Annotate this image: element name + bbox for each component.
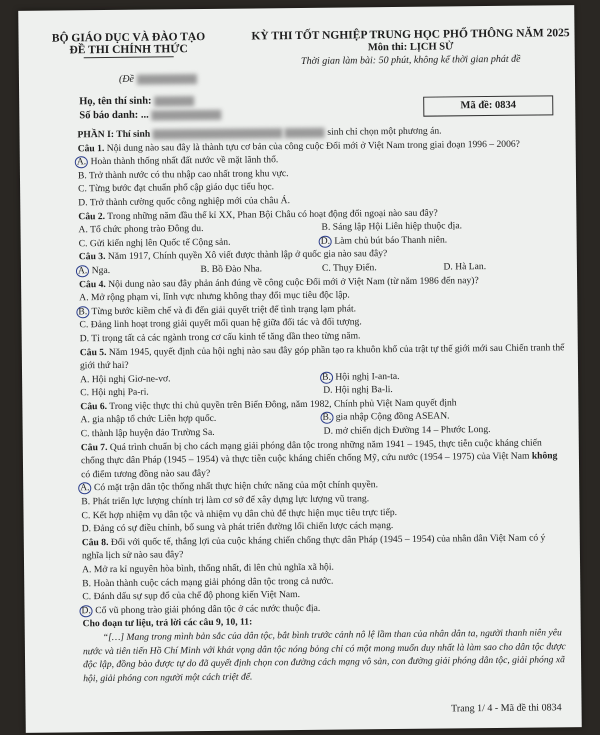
options-2-row1: A. Tổ chức phong trào Đông du. B. Sáng lập Hội Liên hiệp thuộc địa. xyxy=(78,220,463,236)
questions-content xyxy=(77,123,569,685)
question-6: Câu 6. Trong việc thực thi chủ quyền trên Biển Đông, năm 1982, Chính phủ Việt Nam quyết định xyxy=(80,397,457,413)
id-label: Số báo danh: ... xyxy=(79,109,149,122)
part1-heading: PHẦN I: Thí sinh sinh chỉ chọn một phương án. xyxy=(77,125,442,141)
answer-mark: B. xyxy=(76,306,89,318)
candidate-info xyxy=(79,94,221,123)
option-1a: A. Hoàn thành thống nhất đất nước về mặt lãnh thổ. xyxy=(76,154,279,168)
option-1c: C. Từng bước đạt chuẩn phổ cập giáo dục tiểu học. xyxy=(78,181,275,195)
options-6-row2: C. thành lập huyện đảo Trường Sa. D. mở chiến dịch Đường 14 – Phước Long. xyxy=(80,424,491,440)
redaction xyxy=(285,128,325,138)
passage-text: “[…] Mang trong mình bản sắc của dân tộc, bắt bình trước cảnh nô lệ lầm than của nhân dân ta, người thanh niên yêu nước và tiên tiến Hồ Chí Minh với khát vọng dân tộc nóng bỏng chỉ có một mong muốn duy nhất là làm sao cho dân tộc được độc lập, đồng bào được tự do đã quyết định chọn con đường cách mạng vô sản, con đường giải phóng dân tộc, giải phóng xã hội, giải phóng con người một cách triệt để. xyxy=(82,627,566,685)
answer-mark: A. xyxy=(76,265,89,277)
option-4d: D. Tỉ trọng tất cả các ngành trong cơ cấu kinh tế tăng dần theo từng năm. xyxy=(79,330,361,345)
answer-mark: D. xyxy=(319,235,332,247)
exam-code-line xyxy=(119,73,197,85)
question-1: Câu 1. Nội dung nào sau đây là thành tựu cơ bản của công cuộc Đổi mới ở Việt Nam trong giai đoạn 1996 – 2006? xyxy=(77,138,520,154)
passage-intro: Cho đoạn tư liệu, trả lời các câu 9, 10, 11: xyxy=(82,616,253,630)
option-4c: C. Đảng linh hoạt trong giải quyết mối quan hệ giữa đối tác và đối tượng. xyxy=(79,316,362,331)
option-7c: C. Kết hợp nhiệm vụ dân tộc và nhiệm vụ dân chủ để thực hiện mục tiêu trực tiếp. xyxy=(81,506,398,521)
exam-paper xyxy=(18,5,582,733)
redaction xyxy=(151,109,221,120)
time-limit: Thời gian làm bài: 50 phút, không kể thời gian phát đề xyxy=(300,53,521,67)
question-7: Câu 7. Quá trình chuẩn bị cho cách mạng giải phóng dân tộc trong những năm 1941 – 1945, thực tiễn cuộc kháng chiến chống thực dân Pháp (1945 – 1954) và thực tiễn cuộc kháng chiến chống Mỹ, cứu nước (1954 – 1975) của Việt Nam không có điểm tương đồng nào sau đây? xyxy=(80,437,558,481)
answer-mark: A. xyxy=(75,156,88,168)
exam-title: KỲ THI TỐT NGHIỆP TRUNG HỌC PHỔ THÔNG NĂM 2025 xyxy=(251,27,570,43)
option-1d: D. Trở thành cường quốc công nghiệp mới của châu Á. xyxy=(78,195,291,209)
header-left xyxy=(28,31,228,59)
answer-mark: B. xyxy=(320,371,333,383)
question-5: Câu 5. Năm 1945, quyết định của hội nghị nào sau đây góp phần tạo ra khuôn khổ của trật tự thế giới mới sau Chiến tranh thế giới thứ hai? xyxy=(79,341,565,372)
options-2-row2: C. Gửi kiến nghị lên Quốc tế Cộng sản. D. Làm chủ bút báo Thanh niên. xyxy=(78,234,448,250)
option-7b: B. Phát triển lực lượng chính trị làm cơ sở để xây dựng lực lượng vũ trang. xyxy=(81,493,370,508)
id-row xyxy=(79,108,221,123)
option-8b: B. Hoàn thành cuộc cách mạng giải phóng dân tộc trong cả nước. xyxy=(82,575,334,589)
question-8: Câu 8. Đối với quốc tế, thắng lợi của cuộc kháng chiến chống thực dân Pháp (1945 – 1954) của nhân dân Việt Nam có ý nghĩa lịch sử nào sau đây? xyxy=(81,532,546,562)
header-right xyxy=(250,27,570,67)
exam-code-box: Mã đề: 0834 xyxy=(423,95,553,116)
redaction xyxy=(154,96,194,106)
exam-code-prefix: (Đề xyxy=(118,73,135,85)
option-7d: D. Đảng có sự điều chỉnh, bổ sung và phát triển đường lối chiến lược cách mạng. xyxy=(81,520,394,535)
name-row xyxy=(79,94,221,109)
option-4b: B. Từng bước kiềm chế và đi đến giải quyết triệt để tình trạng lạm phát. xyxy=(78,303,357,318)
question-3: Câu 3. Năm 1917, Chính quyền Xô viết được thành lập ở quốc gia nào sau đây? xyxy=(78,248,388,263)
subject: Môn thi: LỊCH SỬ xyxy=(367,41,454,54)
options-6-row1: A. gia nhập tổ chức Liên hợp quốc. B. gia nhập Cộng đồng ASEAN. xyxy=(80,410,450,426)
answer-mark: A. xyxy=(78,483,91,495)
redaction xyxy=(136,74,196,85)
question-4: Câu 4. Nội dung nào sau đây phản ánh đúng về công cuộc Đổi mới ở Việt Nam (từ năm 1986 đến nay)? xyxy=(79,274,479,290)
options-3: A. Nga. B. Bồ Đào Nha. C. Thụy Điển. D. Hà Lan. xyxy=(77,260,487,277)
answer-mark: D. xyxy=(79,605,92,617)
redaction xyxy=(152,128,282,139)
name-label: Họ, tên thí sinh: xyxy=(79,95,152,108)
option-7a: A. Có mặt trận dân tộc thống nhất thực hiện chức năng của một chính quyền. xyxy=(80,479,379,494)
underline xyxy=(84,56,174,58)
question-2: Câu 2. Trong những năm đầu thế kỉ XX, Phan Bội Châu có hoạt động đối ngoại nào sau đây? xyxy=(78,207,438,222)
ministry-name: BỘ GIÁO DỤC VÀ ĐÀO TẠO xyxy=(51,30,206,45)
official-label: ĐỀ THI CHÍNH THỨC xyxy=(69,43,188,57)
option-8c: C. Đánh dấu sự sụp đổ của chế độ phong kiến Việt Nam. xyxy=(82,589,301,603)
option-8d: D. Cổ vũ phong trào giải phóng dân tộc ở các nước thuộc địa. xyxy=(81,602,321,617)
option-1b: B. Trở thành nước có thu nhập cao nhất trong khu vực. xyxy=(77,167,289,182)
options-5-row2: C. Hội nghị Pa-ri. D. Hội nghị Ba-li. xyxy=(80,384,393,399)
option-4a: A. Mở rộng phạm vi, lĩnh vực nhưng không thay đổi mục tiêu độc lập. xyxy=(79,289,350,304)
option-8a: A. Mở ra kỉ nguyên hòa bình, thống nhất, đi lên chủ nghĩa xã hội. xyxy=(82,561,334,576)
answer-mark: B. xyxy=(320,412,333,424)
page-footer: Trang 1/ 4 - Mã đề thi 0834 xyxy=(451,702,562,715)
options-5-row1: A. Hội nghị Giơ-ne-vơ. B. Hội nghị I-an-ta. xyxy=(80,370,400,385)
